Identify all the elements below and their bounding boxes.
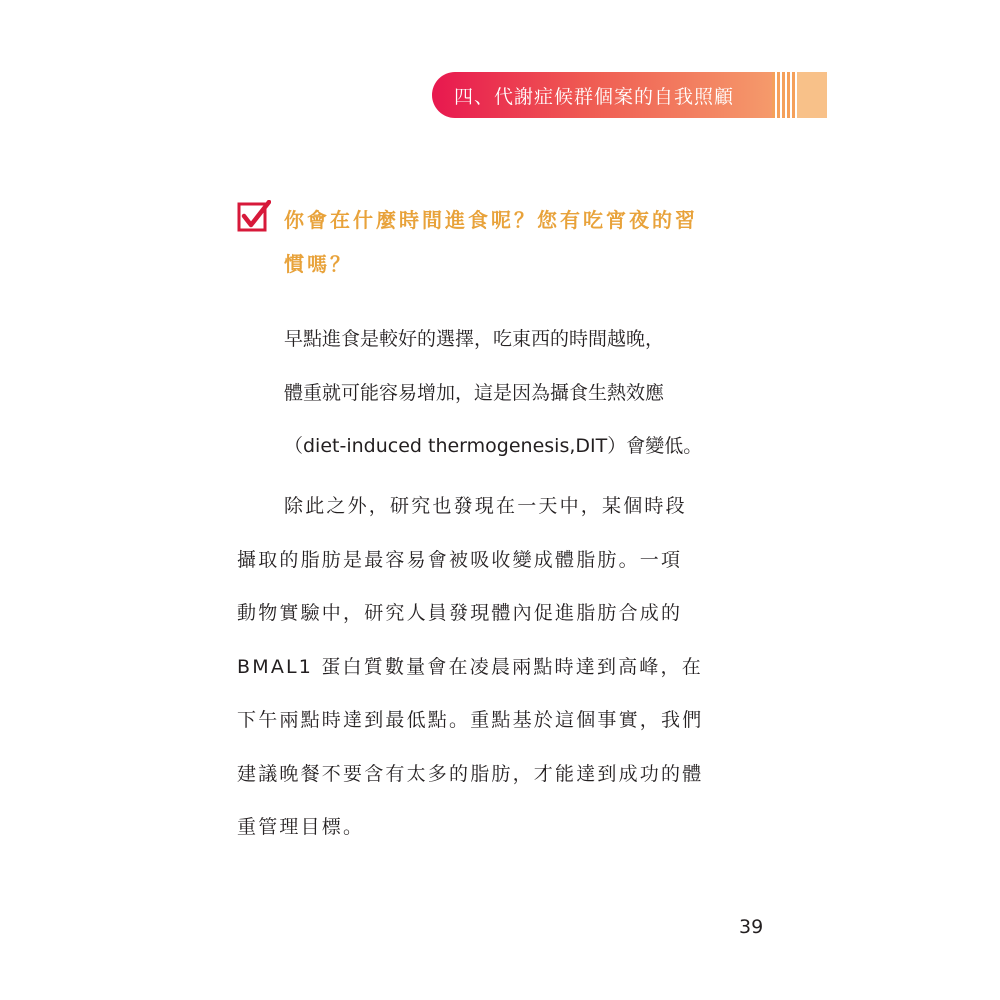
page-number: 39 [739,916,764,938]
checked-box-icon [237,200,271,234]
paragraph-line: BMAL1 蛋白質數量會在凌晨兩點時達到高峰，在 [237,655,703,678]
question-line: 你會在什麼時間進食呢？您有吃宵夜的習 [284,208,698,232]
paragraph-2 [237,480,777,855]
section-question [284,198,764,286]
paragraph-line: 動物實驗中，研究人員發現體內促進脂肪合成的 [237,602,683,624]
paragraph-line: 建議晚餐不要含有太多的脂肪，才能達到成功的體 [237,762,704,785]
paragraph-line: 體重就可能容易增加，這是因為攝食生熱效應 [284,381,665,404]
paragraph-line: （diet-induced thermogenesis,DIT）會變低。 [284,435,703,457]
paragraph-line: 攝取的脂肪是最容易會被吸收變成體脂肪。一項 [237,548,683,571]
chapter-banner [432,72,772,118]
paragraph-1 [284,313,784,474]
chapter-title: 四、代謝症候群個案的自我照顧 [454,85,735,108]
question-line: 慣嗎？ [284,252,353,276]
banner-stripes [772,72,830,118]
paragraph-line: 早點進食是較好的選擇，吃東西的時間越晚， [284,328,665,350]
paragraph-line: 下午兩點時達到最低點。重點基於這個事實，我們 [237,709,704,731]
paragraph-line: 除此之外，研究也發現在一天中，某個時段 [284,495,687,517]
paragraph-line: 重管理目標。 [237,816,365,838]
